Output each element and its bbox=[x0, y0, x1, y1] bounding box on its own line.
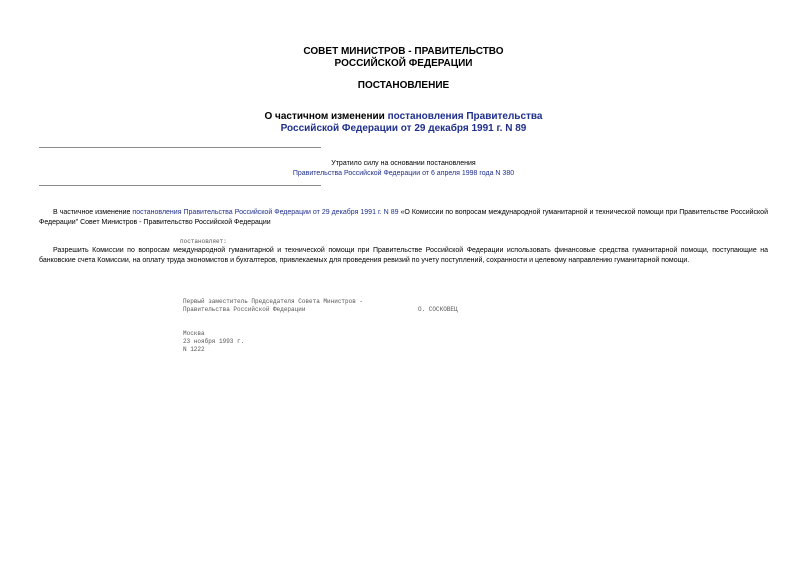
title-link-part-2[interactable]: Российской Федерации от 29 декабря 1991 г. N 89 bbox=[280, 123, 527, 134]
document-title bbox=[0, 111, 807, 135]
preamble-decree-link[interactable]: постановления Правительства Российской Федерации от 29 декабря 1991 г. N 89 bbox=[132, 209, 399, 216]
place-of-signing: Москва bbox=[183, 330, 205, 337]
resolves-label: постановляет: bbox=[180, 238, 227, 245]
authority-line-2: РОССИЙСКОЙ ФЕДЕРАЦИИ bbox=[334, 58, 473, 69]
authority-line-1: СОВЕТ МИНИСТРОВ - ПРАВИТЕЛЬСТВО bbox=[303, 46, 504, 57]
document-number: N 1222 bbox=[183, 346, 205, 353]
title-link-part-1[interactable]: постановления Правительства bbox=[387, 111, 543, 122]
divider-top bbox=[39, 147, 321, 148]
repeal-note-link[interactable]: Правительства Российской Федерации от 6 апреля 1998 года N 380 bbox=[292, 170, 515, 177]
issuing-authority bbox=[0, 46, 807, 70]
divider-bottom bbox=[39, 185, 321, 186]
preamble-paragraph bbox=[39, 208, 768, 228]
document-type: ПОСТАНОВЛЕНИЕ bbox=[357, 80, 450, 91]
signatory-name: О. СОСКОВЕЦ bbox=[418, 306, 458, 313]
preamble-start: В частичное изменение bbox=[53, 209, 133, 216]
title-text: О частичном изменении bbox=[264, 111, 388, 122]
signatory-position-line-2: Правительства Российской Федерации bbox=[183, 306, 306, 313]
signing-date: 23 ноября 1993 г. bbox=[183, 338, 245, 345]
signatory-position-line-1: Первый заместитель Председателя Совета Министров - bbox=[183, 298, 364, 305]
title-line-1 bbox=[0, 111, 807, 123]
operative-paragraph: Разрешить Комиссии по вопросам международной гуманитарной и технической помощи при Правительстве Российской Федерации использовать финансовые средства гуманитарной помощи, поступающие на банковские счета Комиссии, на оплату труда экономистов и бухгалтеров, привлекаемых для проведения ревизий по учету поступлений, сохранности и целевому направлению гуманитарной помощи. bbox=[39, 247, 768, 264]
repeal-note-line-1: Утратило силу на основании постановления bbox=[331, 160, 476, 167]
preamble-end: «О Комиссии по вопросам международной гуманитарной и технической помощи при Правительстве Российской Федерации" Совет Министров - Правительство Российской Федерации bbox=[39, 209, 768, 226]
